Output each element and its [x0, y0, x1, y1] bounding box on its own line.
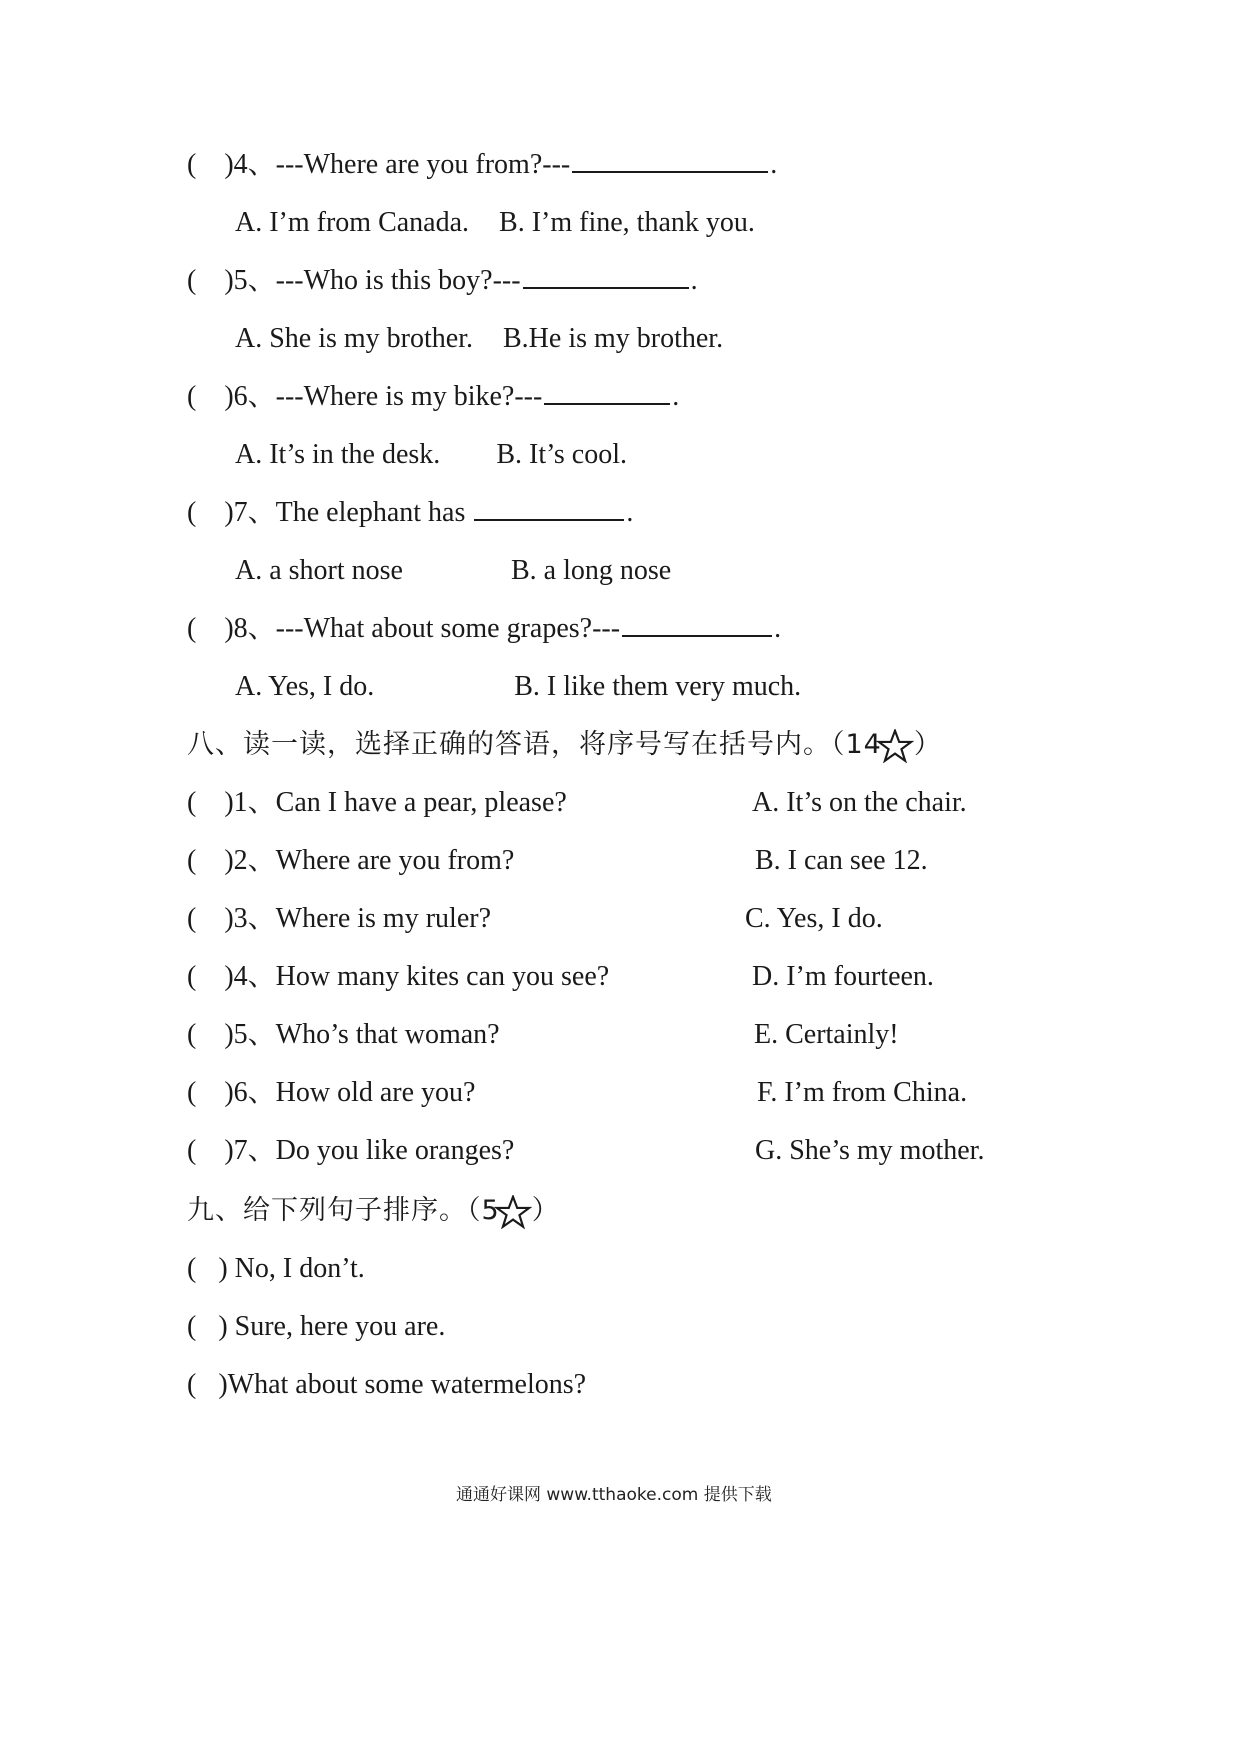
- q7-4-options: [235, 206, 755, 240]
- answer-paren[interactable]: (: [187, 1369, 197, 1400]
- answer-paren[interactable]: (: [187, 1019, 197, 1050]
- section8-question: )6、How old are you?: [224, 1077, 476, 1108]
- answer-paren[interactable]: (: [187, 1135, 197, 1166]
- option-b: B. I’m fine, thank you.: [499, 207, 755, 238]
- option-a: A. She is my brother.: [235, 323, 473, 354]
- answer-paren[interactable]: (: [187, 1253, 197, 1284]
- section9-item: ( ) No, I don’t.: [187, 1253, 365, 1284]
- answer-paren[interactable]: (: [187, 1077, 197, 1108]
- q7-7-row: ( )7、The elephant has .: [187, 497, 634, 528]
- footer-credit: 通通好课网 www.tthaoke.com 提供下载: [456, 1485, 772, 1505]
- q7-6-row: ( )6、---Where is my bike?--- .: [187, 381, 680, 412]
- section8-answer: B. I can see 12.: [755, 845, 928, 876]
- option-a: A. I’m from Canada.: [235, 207, 470, 238]
- section8-row: [187, 786, 1067, 820]
- section8-question: )4、How many kites can you see?: [224, 961, 610, 992]
- section8-answer: F. I’m from China.: [757, 1077, 968, 1108]
- section8-question: )3、Where is my ruler?: [224, 903, 491, 934]
- q7-4-text: )4、---Where are you from?---: [224, 149, 571, 180]
- answer-paren[interactable]: (: [187, 845, 197, 876]
- section9-item: ( ) Sure, here you are.: [187, 1311, 446, 1342]
- option-b: B.He is my brother.: [503, 323, 724, 354]
- option-a: A. Yes, I do.: [235, 671, 375, 702]
- section8-row: [187, 902, 1067, 936]
- answer-paren[interactable]: (: [187, 381, 197, 412]
- answer-blank[interactable]: [523, 265, 689, 289]
- section8-answer: A. It’s on the chair.: [752, 787, 967, 818]
- option-b: B. a long nose: [510, 555, 672, 586]
- answer-blank[interactable]: [544, 381, 670, 405]
- answer-paren[interactable]: (: [187, 787, 197, 818]
- section8-row: [187, 1018, 1067, 1052]
- q7-8-text: )8、---What about some grapes?---: [224, 613, 621, 644]
- answer-paren[interactable]: (: [187, 497, 197, 528]
- section8-row: [187, 1076, 1067, 1110]
- section8-title: 八、读一读，选择正确的答语，将序号写在括号内。（14 ）: [187, 728, 942, 763]
- section8-row: [187, 844, 1067, 878]
- section8-answer: C. Yes, I do.: [745, 903, 883, 934]
- answer-paren[interactable]: (: [187, 903, 197, 934]
- answer-blank[interactable]: [474, 497, 624, 521]
- option-b: B. It’s cool.: [496, 439, 627, 470]
- q7-8-options: [235, 670, 801, 704]
- q7-6-text: )6、---Where is my bike?---: [224, 381, 543, 412]
- q7-5-options: [235, 322, 723, 356]
- q7-5-row: ( )5、---Who is this boy?--- .: [187, 265, 698, 296]
- section8-answer: G. She’s my mother.: [755, 1135, 985, 1166]
- option-a: A. It’s in the desk.: [235, 439, 441, 470]
- section8-question: )7、Do you like oranges?: [224, 1135, 515, 1166]
- section8-question: )5、Who’s that woman?: [224, 1019, 500, 1050]
- q7-4-row: ( )4、---Where are you from?--- .: [187, 149, 778, 180]
- section8-answer: E. Certainly!: [754, 1019, 899, 1050]
- section8-row: [187, 960, 1067, 994]
- option-b: B. I like them very much.: [514, 671, 802, 702]
- q7-5-text: )5、---Who is this boy?---: [224, 265, 521, 296]
- section8-row: [187, 1134, 1067, 1168]
- answer-paren[interactable]: (: [187, 149, 197, 180]
- section8-question: )1、Can I have a pear, please?: [224, 787, 567, 818]
- q7-8-row: ( )8、---What about some grapes?--- .: [187, 613, 782, 644]
- option-a: A. a short nose: [235, 555, 403, 586]
- answer-paren[interactable]: (: [187, 613, 197, 644]
- answer-paren[interactable]: (: [187, 1311, 197, 1342]
- q7-7-text: )7、The elephant has: [224, 497, 473, 528]
- answer-blank[interactable]: [572, 149, 768, 173]
- q7-7-options: [235, 554, 671, 588]
- answer-blank[interactable]: [622, 613, 772, 637]
- star-outline-icon: [876, 729, 914, 763]
- star-outline-icon: [494, 1195, 532, 1229]
- section9-item: ( )What about some watermelons?: [187, 1369, 587, 1400]
- section8-question: )2、Where are you from?: [224, 845, 515, 876]
- answer-paren[interactable]: (: [187, 265, 197, 296]
- section8-answer: D. I’m fourteen.: [752, 961, 934, 992]
- section9-title: 九、给下列句子排序。（5 ）: [187, 1194, 560, 1229]
- q7-6-options: [235, 438, 627, 472]
- answer-paren[interactable]: (: [187, 961, 197, 992]
